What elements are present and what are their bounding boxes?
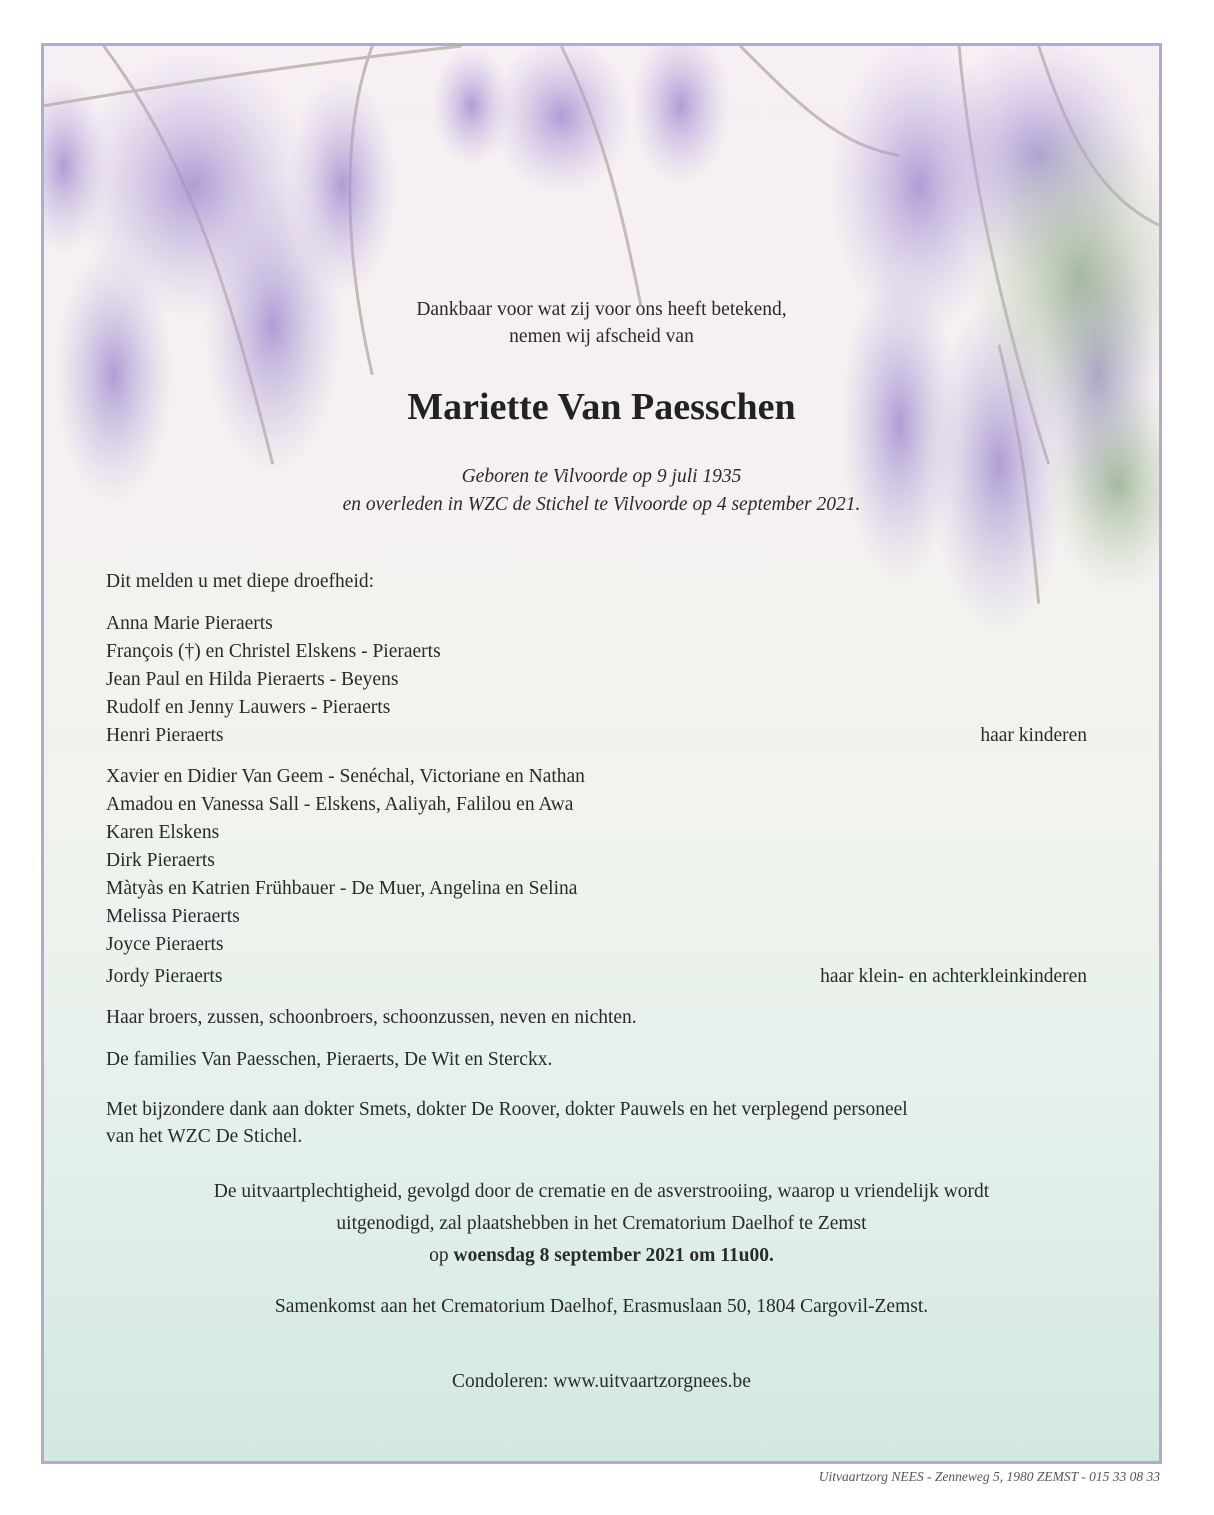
- children-list: [106, 610, 1087, 750]
- grandchildren-row: [106, 931, 1087, 959]
- child-name: Jean Paul en Hilda Pieraerts - Beyens: [106, 669, 399, 690]
- grandchildren-row: [106, 819, 1087, 847]
- child-name: François (†) en Christel Elskens - Pieraerts: [106, 641, 441, 662]
- thanks-text: [106, 1096, 1087, 1150]
- birth-line: Geboren te Vilvoorde op 9 juli 1935: [461, 466, 742, 487]
- birth-death-info: [44, 463, 1159, 519]
- grandchildren-row: [106, 875, 1087, 903]
- children-row: [106, 694, 1087, 722]
- thanks-line-2: van het WZC De Stichel.: [106, 1126, 303, 1147]
- ceremony-line-2: uitgenodigd, zal plaatshebben in het Crematorium Daelhof te Zemst: [336, 1213, 867, 1234]
- ceremony-date-prefix: op: [429, 1245, 449, 1266]
- intro-line-1: Dankbaar voor wat zij voor ons heeft betekend,: [416, 299, 787, 320]
- grandchildren-row: [106, 963, 1087, 991]
- siblings-text: Haar broers, zussen, schoonbroers, schoonzussen, neven en nichten.: [106, 1007, 637, 1028]
- ceremony-line-1: De uitvaartplechtigheid, gevolgd door de crematie en de asverstrooiing, waarop u vriendelijk wordt: [213, 1181, 990, 1202]
- children-row: [106, 610, 1087, 638]
- condolences-link[interactable]: Condoleren: www.uitvaartzorgnees.be: [452, 1371, 751, 1392]
- grandchild-name: Xavier en Didier Van Geem - Senéchal, Victoriane en Nathan: [106, 766, 585, 787]
- grandchildren-row: [106, 763, 1087, 791]
- grandchild-name: Dirk Pieraerts: [106, 850, 215, 871]
- children-relation: haar kinderen: [980, 725, 1087, 746]
- announcement: Dit melden u met diepe droefheid:: [106, 571, 375, 592]
- child-name: Rudolf en Jenny Lauwers - Pieraerts: [106, 697, 391, 718]
- grandchild-name: Amadou en Vanessa Sall - Elskens, Aaliyah, Falilou en Awa: [106, 794, 574, 815]
- grandchildren-row: [106, 847, 1087, 875]
- children-row: [106, 638, 1087, 666]
- children-row: [106, 666, 1087, 694]
- grandchild-name: Màtyàs en Katrien Frühbauer - De Muer, Angelina en Selina: [106, 878, 578, 899]
- child-name: Anna Marie Pieraerts: [106, 613, 273, 634]
- funeral-home-footer: Uitvaartzorg NEES - Zenneweg 5, 1980 ZEMST - 015 33 08 33: [818, 1469, 1160, 1484]
- ceremony-line-3: [44, 1240, 1159, 1272]
- intro-text: [44, 296, 1159, 350]
- grandchildren-row: [106, 903, 1087, 931]
- grandchild-name: Melissa Pieraerts: [106, 906, 240, 927]
- children-row: [106, 722, 1087, 750]
- obituary-card: [41, 43, 1162, 1464]
- ceremony-date: woensdag 8 september 2021 om 11u00.: [453, 1245, 774, 1266]
- grandchild-name: Jordy Pieraerts: [106, 966, 223, 987]
- grandchildren-relation: haar klein- en achterkleinkinderen: [820, 966, 1087, 987]
- grandchildren-list: [106, 763, 1087, 991]
- gathering-text: Samenkomst aan het Crematorium Daelhof, Erasmuslaan 50, 1804 Cargovil-Zemst.: [274, 1296, 929, 1317]
- families-text: De families Van Paesschen, Pieraerts, De Wit en Sterckx.: [106, 1049, 553, 1070]
- deceased-name: Mariette Van Paesschen: [407, 386, 796, 428]
- death-line: en overleden in WZC de Stichel te Vilvoorde op 4 september 2021.: [342, 494, 861, 515]
- intro-line-2: nemen wij afscheid van: [509, 326, 694, 347]
- grandchild-name: Joyce Pieraerts: [106, 934, 224, 955]
- child-name: Henri Pieraerts: [106, 725, 224, 746]
- grandchild-name: Karen Elskens: [106, 822, 220, 843]
- ceremony-text: [44, 1176, 1159, 1272]
- thanks-line-1: Met bijzondere dank aan dokter Smets, dokter De Roover, dokter Pauwels en het verplegend personeel: [106, 1099, 908, 1120]
- grandchildren-row: [106, 791, 1087, 819]
